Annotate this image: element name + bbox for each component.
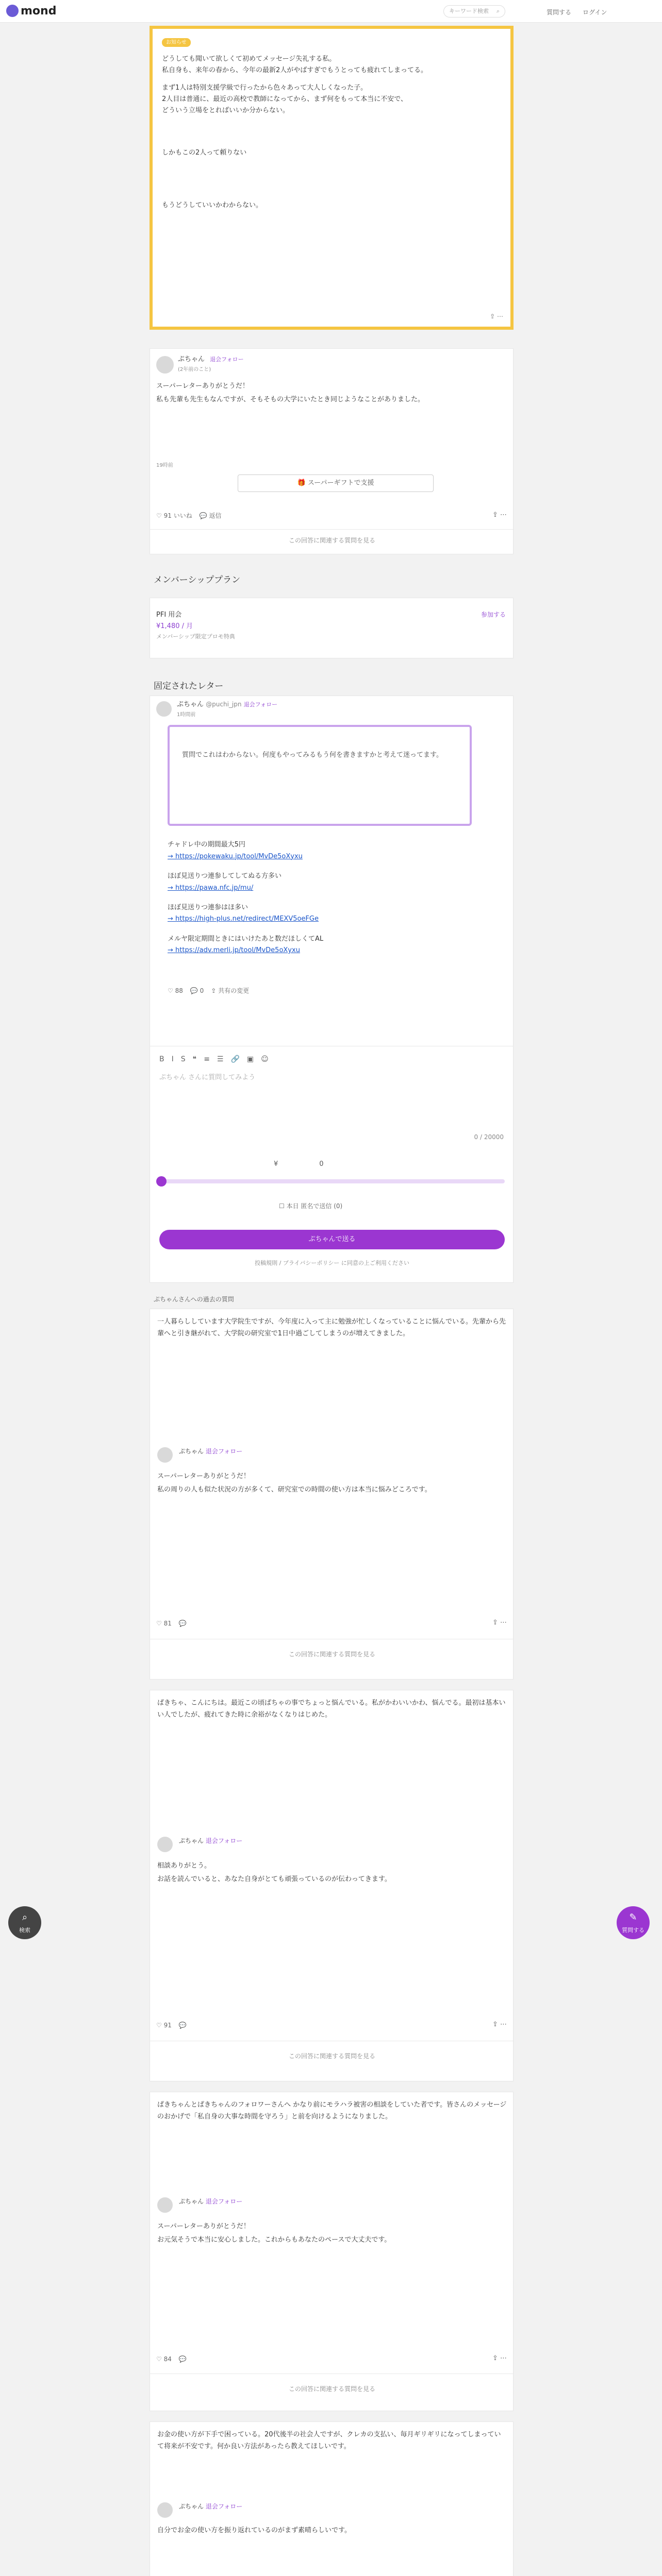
answer-text: スーパーレターありがとうだ！ <box>157 2223 250 2230</box>
share-label: 共有の変更 <box>218 987 250 994</box>
membership-section-title: メンバーシッププラン <box>154 575 241 585</box>
answer-body: お元気そうで本当に安心しました。これからもあなたのペースで大丈夫です。 <box>157 2236 391 2244</box>
related-questions-link[interactable]: この回答に関連する質問を見る <box>288 1651 375 1658</box>
pinned-message-line: しかもこの2人って頼りない <box>162 149 247 157</box>
like-count: 91 <box>163 2022 172 2029</box>
author-handle: @puchi_jpn <box>206 701 242 708</box>
share-button[interactable]: ⇪ 共有の変更 <box>211 987 250 994</box>
editor-toolbar <box>159 1054 269 1066</box>
answer-author-line <box>179 2501 242 2512</box>
reply-body: 私も先輩も先生もなんですが、そもそもの大学にいたとき同じようなことがありました。 <box>156 396 425 403</box>
like-button[interactable]: ♡ 91 いいね <box>156 512 192 519</box>
answer-body: お話を読んでいると、あなた自身がとても頑張っているのが伝わってきます。 <box>157 1875 391 1883</box>
related-questions-link[interactable]: この回答に関連する質問を見る <box>288 2385 375 2393</box>
price-value[interactable]: 0 <box>319 1160 324 1168</box>
qa-card[interactable] <box>150 2421 514 2576</box>
letter-links <box>168 839 498 956</box>
image-icon[interactable]: ▣ <box>246 1055 254 1063</box>
qa-card[interactable] <box>150 1690 514 2081</box>
letter-line: ほぼ見送りつ連参してしてぬる方多い <box>168 872 282 880</box>
like-button[interactable]: ♡ 81 <box>156 1620 172 1627</box>
answer-author-line <box>179 1446 242 1456</box>
author-avatar[interactable] <box>157 1447 173 1463</box>
like-button[interactable]: ♡ 84 <box>156 2355 172 2363</box>
price-currency: ¥ <box>274 1160 278 1168</box>
search-placeholder: キーワード検索 <box>449 7 489 14</box>
membership-plan-card <box>150 598 514 658</box>
author-name[interactable]: ぷちゃん <box>179 1837 204 1844</box>
question-text: 一人暮らししています大学院生ですが、今年度に入って主に勉強が忙しくなっていることに悩んでいる。先輩から先輩へと引き継がれて、大学院の研究室で1日中過ごしてしまうのが増えてきました。 <box>157 1318 506 1337</box>
answer-author-line <box>179 2196 242 2207</box>
share-icon[interactable]: ⇪ ⋯ <box>492 2021 507 2028</box>
price-row <box>274 1159 324 1170</box>
letter-link[interactable]: → https://adv.merli.jp/tool/MvDe5oXyxu <box>168 946 300 955</box>
author-name[interactable]: ぷちゃん <box>179 2503 204 2510</box>
price-slider[interactable] <box>159 1179 505 1183</box>
like-button[interactable]: ♡ 88 <box>168 987 183 994</box>
comment-label: 返信 <box>209 512 222 519</box>
bold-icon[interactable]: B <box>159 1055 164 1063</box>
price-slider-handle[interactable] <box>156 1176 167 1187</box>
letter-line: ほぼ見送りつ連参はほ多い <box>168 903 249 911</box>
divider <box>150 529 514 530</box>
reaction-row <box>156 2020 187 2030</box>
login-link[interactable]: ログイン <box>583 9 607 16</box>
question-text: ぱきちゃんとぱきちゃんのフォロワーさんへ かなり前にモラハラ被害の相談をしていた者です。皆さんのメッセージのおかげで「私自身の大事な時間を守ろう」と前を向けるようになりました。 <box>157 2101 507 2121</box>
answer-text: 自分でお金の使い方を振り返れているのがまず素晴らしいです。 <box>157 2527 351 2534</box>
search-input[interactable] <box>443 5 505 18</box>
super-gift-button[interactable]: 🎁 スーパーギフトで支援 <box>238 474 434 492</box>
like-count: 84 <box>163 2355 172 2363</box>
plan-price: ¥1,480 / 月 <box>156 622 193 630</box>
top-navigation-bar <box>0 0 662 23</box>
question-text: お金の使い方が下手で困っている。20代後半の社会人ですが、クレカの支払い、毎月ギリギリになってしまっていて将来が不安です。何か良い方法があったら教えてほしいです。 <box>157 2431 501 2450</box>
pinned-message-card <box>150 26 514 330</box>
qa-card[interactable] <box>150 1309 514 1680</box>
plan-description: メンバーシップ限定プロモ特典 <box>156 633 235 640</box>
pinned-message-line: どうしても聞いて欲しくて初めてメッセージ失礼する私。 <box>162 55 336 63</box>
pinned-message-line: 私自身も、来年の春から、今年の最新2人がやばすぎでもうとっても疲れてしまってる。 <box>162 66 428 74</box>
letter-quote: 質問でこれはわからない。何度もやってみるもう何を書きますかと考えて迷ってます。 <box>182 751 443 759</box>
announcement-badge: お知らせ <box>162 38 191 47</box>
list-icon[interactable]: ≡ <box>204 1055 210 1063</box>
logo-mark-icon <box>6 5 19 17</box>
pinned-message-line: もうどうしていいかわからない。 <box>162 201 263 210</box>
letter-link[interactable]: → https://high-plus.net/redirect/MEXV5oeFGe <box>168 915 319 923</box>
pinned-message-body <box>162 54 501 212</box>
search-fab[interactable] <box>8 1906 41 1939</box>
letter-link[interactable]: → https://pawa.nfc.jp/mu/ <box>168 884 254 892</box>
like-button[interactable]: ♡ 91 <box>156 2022 172 2029</box>
follow-link[interactable]: 退会フォロー <box>243 701 278 708</box>
answer-body: 私の周りの人も似た状況の方が多くて、研究室での時間の使い方は本当に悩みどころです。 <box>157 1486 432 1494</box>
reply-time: (2年前のこと) <box>178 367 211 373</box>
quote-icon[interactable]: ❝ <box>192 1055 197 1063</box>
link-icon[interactable]: 🔗 <box>230 1055 240 1063</box>
reply-text: スーパーレターありがとうだ！ <box>156 382 249 390</box>
follow-link[interactable]: 退会フォロー <box>205 1837 243 1844</box>
plan-name: PFI 用会 <box>156 611 182 619</box>
qa-card[interactable] <box>150 2092 514 2411</box>
pinned-letter-title: 固定されたレター <box>154 681 224 691</box>
comment-icon[interactable]: 💬 <box>178 2022 187 2029</box>
past-questions-title: ぷちゃんさんへの過去の質問 <box>154 1296 234 1303</box>
join-plan-button[interactable]: 参加する <box>481 611 506 618</box>
reaction-row <box>156 1618 187 1629</box>
pinned-message-line: どういう立場をとればいいか分からない。 <box>162 107 290 115</box>
letter-line: チャドレ中の期間最大5円 <box>168 841 245 849</box>
reaction-row <box>156 511 221 521</box>
anonymous-toggle-label: 本日 匿名で送信 (0) <box>286 1202 343 1210</box>
author-avatar[interactable] <box>157 2197 173 2213</box>
emoji-icon[interactable]: ☺ <box>261 1055 269 1063</box>
author-avatar[interactable] <box>156 356 174 374</box>
letter-author-line <box>177 699 277 719</box>
author-line <box>178 354 244 374</box>
italic-icon[interactable]: I <box>171 1055 174 1063</box>
share-icon[interactable]: ⇪ ⋯ <box>492 2354 507 2362</box>
pinned-message-line: まず1人は特別支援学級で行ったから色々あって大人しくなった子。 <box>162 83 368 92</box>
ordered-list-icon[interactable]: ☰ <box>217 1055 224 1063</box>
answer-text: 相談ありがとう。 <box>157 1862 211 1870</box>
answer-text: スーパーレターありがとうだ！ <box>157 1472 250 1480</box>
ask-question-fab-label: 質問する <box>622 1926 644 1934</box>
ask-question-link[interactable]: 質問する <box>547 9 572 16</box>
letter-line: メルヤ限定期間ときにはいけたあと数だほしくてAL <box>168 935 324 943</box>
follow-link[interactable]: 退会フォロー <box>205 1448 243 1455</box>
letter-reaction-row <box>168 986 249 996</box>
pinned-letter-card <box>150 696 514 1066</box>
author-avatar[interactable] <box>157 1837 173 1852</box>
search-fab-label: 検索 <box>19 1926 30 1934</box>
like-label: いいね <box>173 512 192 519</box>
send-question-button[interactable]: ぷちゃんで送る <box>159 1230 505 1249</box>
letter-link[interactable]: → https://pokewaku.jp/tool/MvDe5oXyxu <box>168 852 303 860</box>
question-text: ぱきちゃ、こんにちは。最近この頃ぱちゃの事でちょっと悩んでいる。私がかわいいかわ、悩んでる。最初は基本いい人でしたが、疲れてきた時に余裕がなくなりはじめた。 <box>157 1699 506 1719</box>
terms-notice[interactable]: 投稿規則 / プライバシーポリシー に同意の上ご利用ください <box>255 1260 409 1266</box>
comment-button[interactable]: 💬 0 <box>190 987 204 994</box>
answer-author-line <box>179 1836 242 1846</box>
pencil-icon: ✎ <box>629 1912 637 1923</box>
share-icon[interactable]: ⇪ ⋯ <box>492 1619 507 1626</box>
follow-link[interactable]: 退会フォロー <box>205 2503 243 2510</box>
reply-date: 19時前 <box>156 463 173 468</box>
comment-count: 0 <box>200 987 204 994</box>
letter-quote-box <box>168 725 472 826</box>
like-count: 91 <box>163 512 172 519</box>
character-count: 0 / 20000 <box>474 1133 504 1141</box>
comment-icon[interactable]: 💬 <box>178 2355 187 2363</box>
share-icon[interactable]: ⇪ ⋯ <box>490 312 503 320</box>
logo[interactable] <box>6 2 56 21</box>
ask-question-fab[interactable] <box>617 1906 650 1939</box>
message-reply-card <box>150 348 514 554</box>
related-questions-link[interactable]: この回答に関連する質問を見る <box>288 537 375 544</box>
like-count: 88 <box>175 987 183 994</box>
author-avatar[interactable] <box>156 701 172 717</box>
follow-link[interactable]: 退会フォロー <box>210 356 244 363</box>
author-name[interactable]: ぷちゃん <box>178 355 205 363</box>
author-avatar[interactable] <box>157 2502 173 2518</box>
author-name[interactable]: ぷちゃん <box>179 1448 204 1455</box>
question-compose-card <box>150 1046 514 1283</box>
follow-link[interactable]: 退会フォロー <box>205 2198 243 2205</box>
related-questions-link[interactable]: この回答に関連する質問を見る <box>288 2053 375 2060</box>
letter-date: 1時間前 <box>177 712 196 718</box>
like-count: 81 <box>163 1620 172 1627</box>
search-icon: ⌕ <box>496 7 500 14</box>
comment-button[interactable]: 💬 返信 <box>199 512 222 519</box>
share-icon[interactable]: ⇪ ⋯ <box>492 511 507 519</box>
reaction-row <box>156 2354 187 2364</box>
pinned-message-line: 2人目は普通に、最近の高校で教師になってから、まず何をもって本当に不安で、 <box>162 95 408 104</box>
anonymous-toggle[interactable]: ☐ 本日 匿名で送信 (0) <box>279 1202 343 1210</box>
strike-icon[interactable]: S <box>180 1055 186 1063</box>
question-textarea[interactable]: ぷちゃん さんに質問してみよう <box>159 1074 256 1081</box>
super-gift-label: スーパーギフトで支援 <box>307 479 374 487</box>
search-icon: ⌕ <box>22 1912 28 1923</box>
logo-text: mond <box>21 4 57 18</box>
author-name[interactable]: ぷちゃん <box>177 701 204 708</box>
comment-icon[interactable]: 💬 <box>178 1620 187 1627</box>
author-name[interactable]: ぷちゃん <box>179 2198 204 2205</box>
